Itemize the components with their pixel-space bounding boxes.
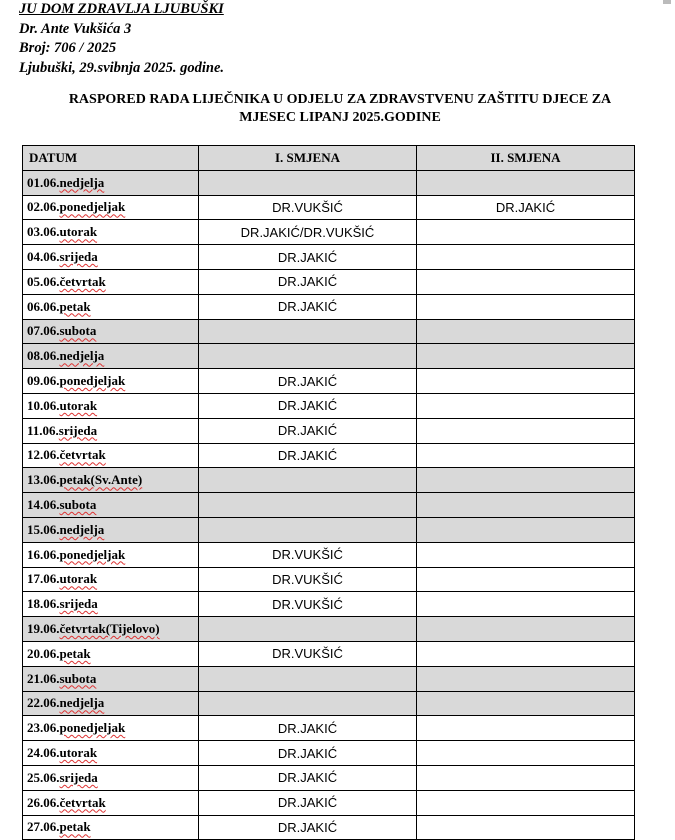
day-name: utorak: [59, 224, 98, 240]
date-cell: [23, 765, 199, 790]
table-row: [23, 716, 635, 741]
date-cell: [23, 319, 199, 344]
day-name: ponedjeljak: [59, 546, 126, 562]
date-number: 10.06.: [27, 397, 60, 413]
date-cell: [23, 716, 199, 741]
shift-2-cell: [417, 765, 635, 790]
table-header-row: [23, 146, 635, 171]
date-cell: [23, 418, 199, 443]
shift-2-cell: [417, 170, 635, 195]
date-cell: [23, 369, 199, 394]
date-number: 20.06.: [27, 645, 60, 661]
day-name: subota: [59, 323, 97, 339]
table-row: [23, 617, 635, 642]
day-name: subota: [59, 670, 97, 686]
date-cell: [23, 641, 199, 666]
shift-2-cell: DR.JAKIĆ: [417, 195, 635, 220]
shift-2-cell: [417, 269, 635, 294]
shift-2-cell: [417, 716, 635, 741]
shift-1-cell: DR.VUKŠIĆ: [199, 567, 417, 592]
table-row: [23, 567, 635, 592]
shift-2-cell: [417, 319, 635, 344]
date-cell: [23, 443, 199, 468]
day-name: utorak: [59, 397, 98, 413]
table-row: [23, 493, 635, 518]
table-row: [23, 741, 635, 766]
date-cell: [23, 344, 199, 369]
day-name: utorak: [59, 571, 98, 587]
shift-2-cell: [417, 542, 635, 567]
date-number: 08.06.: [27, 348, 60, 364]
table-row: [23, 170, 635, 195]
date-cell: [23, 517, 199, 542]
schedule-table: [22, 145, 635, 840]
shift-2-cell: [417, 741, 635, 766]
shift-2-cell: [417, 617, 635, 642]
date-cell: [23, 269, 199, 294]
shift-2-cell: [417, 517, 635, 542]
date-number: 12.06.: [27, 447, 60, 463]
date-cell: [23, 741, 199, 766]
day-name: utorak: [59, 745, 98, 761]
shift-2-cell: [417, 567, 635, 592]
shift-1-cell: DR.JAKIĆ: [199, 765, 417, 790]
shift-1-cell: [199, 617, 417, 642]
table-row: [23, 344, 635, 369]
document-header: [19, 0, 224, 78]
date-cell: [23, 468, 199, 493]
shift-1-cell: DR.JAKIĆ/DR.VUKŠIĆ: [199, 220, 417, 245]
date-number: 07.06.: [27, 323, 60, 339]
day-name: petak: [59, 298, 91, 314]
day-name: ponedjeljak: [59, 199, 126, 215]
shift-2-cell: [417, 369, 635, 394]
day-name: petak: [59, 645, 91, 661]
date-cell: [23, 617, 199, 642]
shift-1-cell: DR.JAKIĆ: [199, 443, 417, 468]
day-name: petak(Sv.Ante): [59, 472, 143, 488]
date-number: 26.06.: [27, 794, 60, 810]
date-number: 24.06.: [27, 745, 60, 761]
day-name: nedjelja: [59, 348, 105, 364]
day-name: srijeda: [59, 769, 98, 785]
shift-2-cell: [417, 691, 635, 716]
shift-1-cell: DR.JAKIĆ: [199, 294, 417, 319]
date-cell: [23, 220, 199, 245]
shift-1-cell: [199, 691, 417, 716]
title-line-1: RASPORED RADA LIJEČNIKA U ODJELU ZA ZDRAVSTVENU ZAŠTITU DJECE ZA: [68, 92, 612, 107]
day-name: ponedjeljak: [59, 720, 126, 736]
document-number: Broj: 706 / 2025: [19, 40, 117, 56]
date-cell: [23, 691, 199, 716]
table-row: [23, 195, 635, 220]
shift-1-cell: [199, 344, 417, 369]
shift-1-cell: [199, 468, 417, 493]
date-cell: [23, 592, 199, 617]
date-number: 06.06.: [27, 298, 60, 314]
day-name: nedjelja: [59, 521, 105, 537]
date-number: 04.06.: [27, 249, 60, 265]
shift-1-cell: [199, 170, 417, 195]
table-row: [23, 542, 635, 567]
schedule-body: [23, 170, 635, 840]
date-cell: [23, 245, 199, 270]
table-row: [23, 790, 635, 815]
shift-2-cell: [417, 468, 635, 493]
shift-1-cell: DR.VUKŠIĆ: [199, 641, 417, 666]
shift-1-cell: DR.JAKIĆ: [199, 245, 417, 270]
table-row: [23, 815, 635, 840]
table-row: [23, 592, 635, 617]
table-row: [23, 517, 635, 542]
date-number: 09.06.: [27, 373, 60, 389]
day-name: nedjelja: [59, 174, 105, 190]
day-name: ponedjeljak: [59, 373, 126, 389]
table-row: [23, 245, 635, 270]
date-cell: [23, 493, 199, 518]
date-number: 18.06.: [27, 596, 60, 612]
shift-2-cell: [417, 592, 635, 617]
shift-2-cell: [417, 220, 635, 245]
table-row: [23, 393, 635, 418]
shift-2-cell: [417, 641, 635, 666]
page-corner-mark: [663, 0, 671, 4]
title-line-2: MJESEC LIPANJ 2025.GODINE: [239, 110, 441, 125]
document-title: [20, 91, 660, 127]
shift-1-cell: DR.VUKŠIĆ: [199, 195, 417, 220]
date-cell: [23, 666, 199, 691]
shift-2-cell: [417, 493, 635, 518]
date-number: 15.06.: [27, 521, 60, 537]
table-row: [23, 468, 635, 493]
date-number: 22.06.: [27, 695, 60, 711]
date-number: 05.06.: [27, 273, 60, 289]
day-name: srijeda: [59, 596, 98, 612]
institution-address: Dr. Ante Vukšića 3: [19, 20, 132, 37]
table-row: [23, 765, 635, 790]
date-cell: [23, 815, 199, 840]
day-name: nedjelja: [59, 695, 105, 711]
day-name: četvrtak: [59, 447, 106, 463]
day-name: petak: [59, 819, 91, 835]
shift-1-cell: DR.VUKŠIĆ: [199, 592, 417, 617]
date-number: 16.06.: [27, 546, 60, 562]
shift-2-cell: [417, 443, 635, 468]
date-cell: [23, 542, 199, 567]
table-row: [23, 691, 635, 716]
table-row: [23, 641, 635, 666]
date-number: 25.06.: [27, 769, 60, 785]
date-cell: [23, 195, 199, 220]
table-row: [23, 418, 635, 443]
shift-1-cell: DR.JAKIĆ: [199, 269, 417, 294]
date-cell: [23, 393, 199, 418]
place-and-date: Ljubuški, 29.svibnja 2025. godine.: [19, 59, 225, 76]
shift-1-cell: DR.JAKIĆ: [199, 815, 417, 840]
shift-2-cell: [417, 418, 635, 443]
date-number: 14.06.: [27, 497, 60, 513]
date-cell: [23, 170, 199, 195]
day-name: srijeda: [58, 422, 98, 438]
day-name: subota: [59, 497, 97, 513]
date-number: 03.06.: [27, 224, 60, 240]
table-row: [23, 269, 635, 294]
shift-1-cell: DR.VUKŠIĆ: [199, 542, 417, 567]
date-number: 27.06.: [27, 819, 60, 835]
date-number: 17.06.: [27, 571, 60, 587]
shift-1-cell: [199, 666, 417, 691]
date-number: 01.06.: [27, 174, 60, 190]
day-name: srijeda: [59, 249, 98, 265]
shift-1-cell: DR.JAKIĆ: [199, 418, 417, 443]
shift-2-cell: [417, 344, 635, 369]
date-cell: [23, 294, 199, 319]
date-number: 11.06.: [27, 422, 59, 438]
shift-2-cell: [417, 666, 635, 691]
shift-2-cell: [417, 294, 635, 319]
day-name: četvrtak: [59, 794, 106, 810]
shift-2-cell: [417, 790, 635, 815]
date-cell: [23, 567, 199, 592]
shift-1-cell: DR.JAKIĆ: [199, 790, 417, 815]
table-row: [23, 443, 635, 468]
shift-1-cell: DR.JAKIĆ: [199, 741, 417, 766]
table-row: [23, 369, 635, 394]
shift-1-cell: DR.JAKIĆ: [199, 716, 417, 741]
shift-1-cell: [199, 517, 417, 542]
shift-1-cell: DR.JAKIĆ: [199, 369, 417, 394]
date-number: 23.06.: [27, 720, 60, 736]
table-row: [23, 319, 635, 344]
day-name: četvrtak(Tijelovo): [59, 621, 160, 637]
column-header-shift-2: II. SMJENA: [417, 146, 635, 171]
date-number: 21.06.: [27, 670, 60, 686]
day-name: četvrtak: [59, 273, 106, 289]
date-number: 02.06.: [27, 199, 60, 215]
date-number: 13.06.: [27, 472, 60, 488]
table-row: [23, 666, 635, 691]
shift-1-cell: [199, 319, 417, 344]
column-header-date: DATUM: [23, 146, 199, 171]
shift-2-cell: [417, 245, 635, 270]
column-header-shift-1: I. SMJENA: [199, 146, 417, 171]
date-number: 19.06.: [27, 621, 60, 637]
shift-2-cell: [417, 393, 635, 418]
table-row: [23, 220, 635, 245]
shift-1-cell: [199, 493, 417, 518]
date-cell: [23, 790, 199, 815]
shift-2-cell: [417, 815, 635, 840]
institution-name: JU DOM ZDRAVLJA LJUBUŠKI: [19, 1, 224, 17]
shift-1-cell: DR.JAKIĆ: [199, 393, 417, 418]
table-row: [23, 294, 635, 319]
